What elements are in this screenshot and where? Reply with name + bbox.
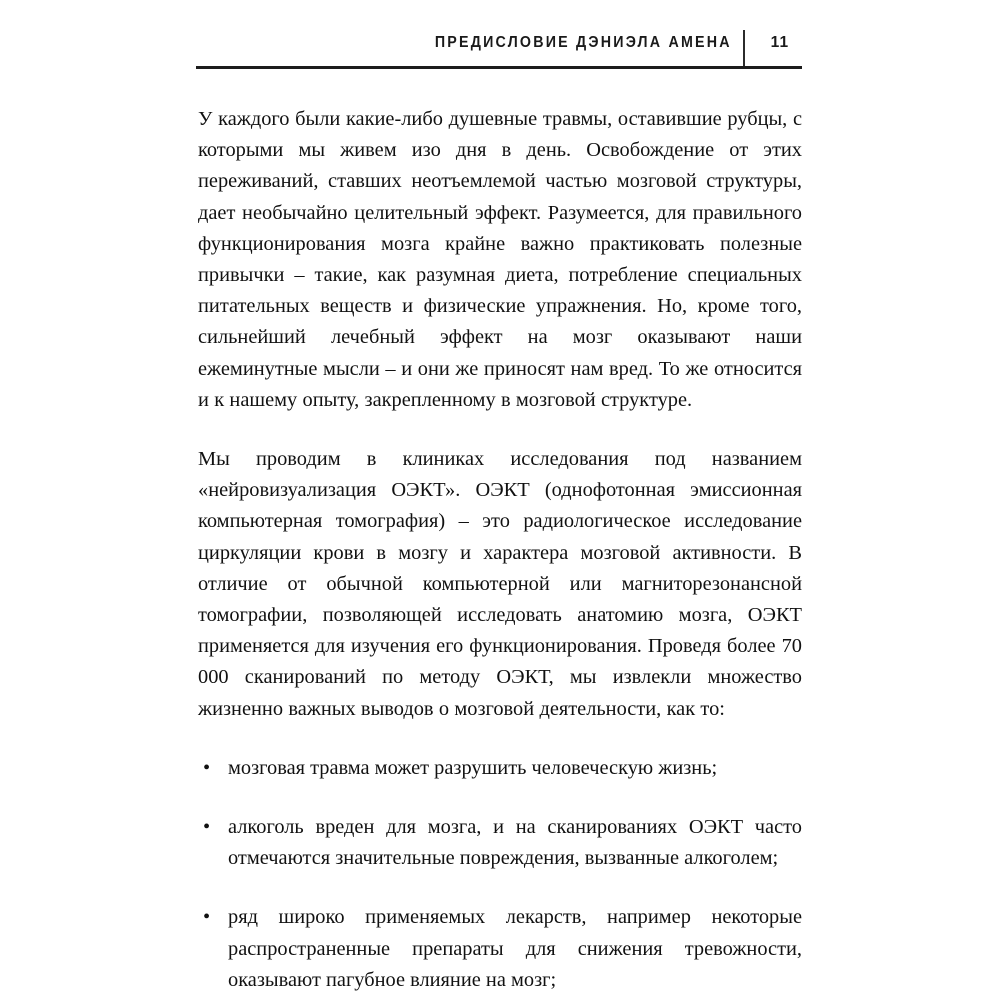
list-item-text: алкоголь вреден для мозга, и на сканированиях ОЭКТ часто отмечаются значительные повреждения, вызванные алкоголем;	[228, 816, 802, 870]
bullet-icon: •	[203, 756, 211, 779]
bullet-icon: •	[203, 816, 211, 839]
page-body	[198, 104, 802, 996]
list-item	[198, 812, 802, 874]
page-number: 11	[770, 34, 790, 51]
list-item-text: мозговая травма может разрушить человеческую жизнь;	[228, 756, 718, 779]
running-header	[196, 30, 802, 66]
list-item-text: ряд широко применяемых лекарств, например некоторые распространенные препараты для снижения тревожности, оказывают пагубное влияние на мозг;	[228, 906, 802, 991]
bullet-icon: •	[203, 906, 211, 929]
list-item	[198, 902, 802, 996]
body-paragraph: Мы проводим в клиниках исследования под названием «нейровизуализация ОЭКТ». ОЭКТ (однофотонная эмиссионная компьютерная томография) – это радиологическое исследование циркуляции крови в мозгу и характера мозговой активности. В отличие от обычной компьютерной или магниторезонансной томографии, позволяющей исследовать анатомию мозга, ОЭКТ применяется для изучения его функционирования. Проведя более 70 000 сканирований по методу ОЭКТ, мы извлекли множество жизненно важных выводов о мозговой деятельности, как то:	[198, 448, 802, 720]
header-rule	[196, 66, 802, 69]
bullet-list	[198, 753, 802, 996]
list-item	[198, 753, 802, 784]
body-paragraph: У каждого были какие-либо душевные травмы, оставившие рубцы, с которыми мы живем изо дня в день. Освобождение от этих переживаний, ставших неотъемлемой частью мозговой структуры, дает необычайно целительный эффект. Разумеется, для правильного функционирования мозга крайне важно практиковать полезные привычки – такие, как разумная диета, потребление специальных питательных веществ и физические упражнения. Но, кроме того, сильнейший лечебный эффект на мозг оказывают наши ежеминутные мысли – и они же приносят нам вред. То же относится и к нашему опыту, закрепленному в мозговой структуре.	[198, 108, 802, 411]
running-header-divider	[743, 30, 745, 66]
running-header-title: ПРЕДИСЛОВИЕ ДЭНИЭЛА АМЕНА	[435, 34, 732, 51]
